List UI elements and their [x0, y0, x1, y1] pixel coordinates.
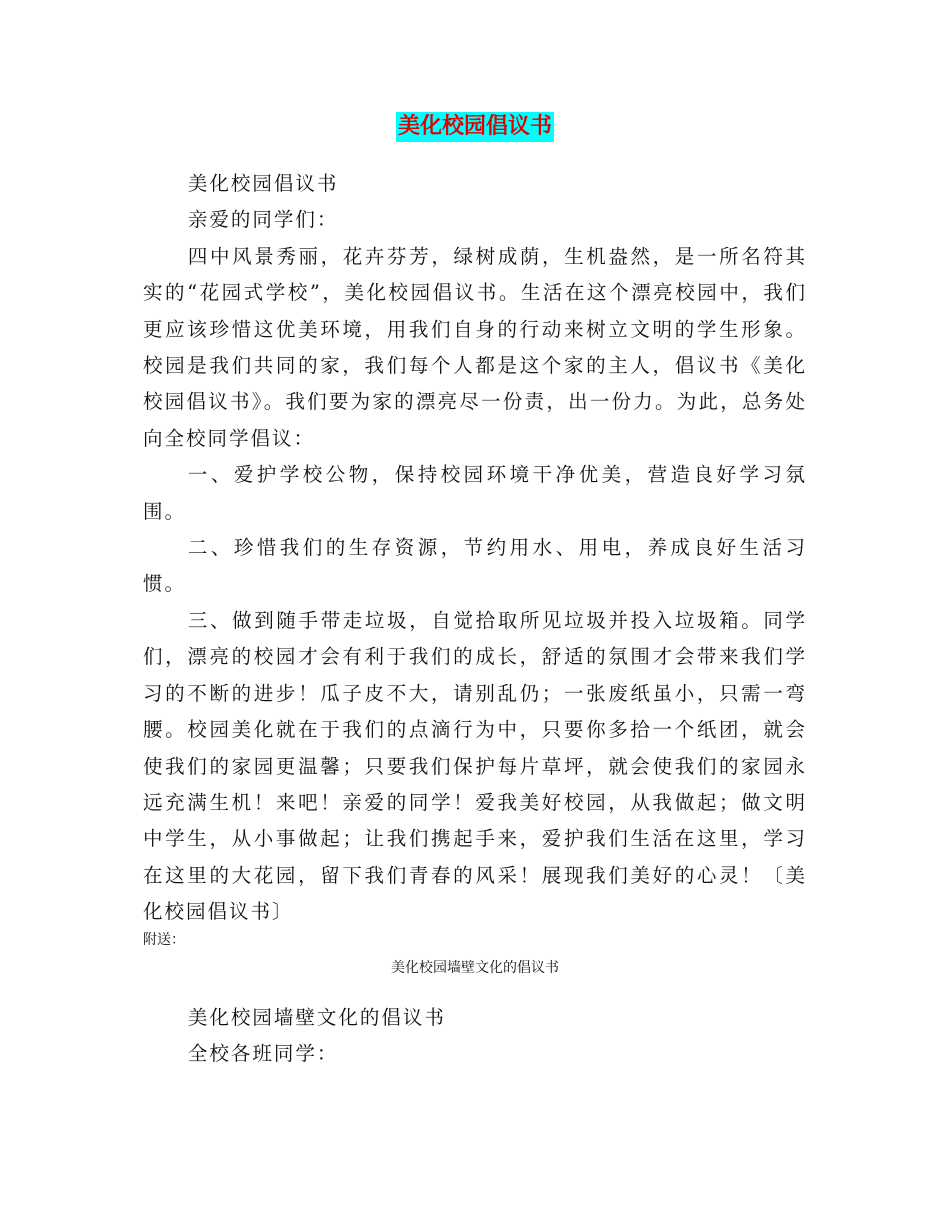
- paragraph-item-1: 一、爱护学校公物，保持校园环境干净优美，营造良好学习氛围。: [143, 463, 807, 523]
- document-title: 美化校园倡议书: [396, 112, 554, 142]
- main-body: [143, 166, 807, 931]
- attachment-label: 附送：: [143, 932, 185, 948]
- attachment-salutation: 全校各班同学：: [187, 1042, 339, 1066]
- title-container: [0, 112, 950, 142]
- paragraph-item-3: 三、做到随手带走垃圾，自觉拾取所见垃圾并投入垃圾箱。同学们，漂亮的校园才会有利于我们的成长，舒适的氛围才会带来我们学习的不断的进步！瓜子皮不大，请别乱仍；一张废纸虽小，只需一弯腰。校园美化就在于我们的点滴行为中，只要你多拾一个纸团，就会使我们的家园更温馨；只要我们保护每片草坪，就会使我们的家园永远充满生机！来吧！亲爱的同学！爱我美好校园，从我做起；做文明中学生，从小事做起；让我们携起手来，爱护我们生活在这里，学习在这里的大花园，留下我们青春的风采！展现我们美好的心灵！〔美化校园倡议书〕: [143, 608, 807, 924]
- paragraph-intro: 四中风景秀丽，花卉芬芳，绿树成荫，生机盎然，是一所名符其实的“花园式学校”，美化校园倡议书。生活在这个漂亮校园中，我们更应该珍惜这优美环境，用我们自身的行动来树立文明的学生形象。校园是我们共同的家，我们每个人都是这个家的主人，倡议书《美化校园倡议书》。我们要为家的漂亮尽一份责，出一份力。为此，总务处向全校同学倡议：: [143, 244, 807, 450]
- paragraph-item-2: 二、珍惜我们的生存资源，节约用水、用电，养成良好生活习惯。: [143, 536, 807, 596]
- attachment-title: 美化校园墙壁文化的倡议书: [391, 960, 559, 976]
- attachment-body: [143, 1000, 807, 1073]
- attachment-heading: 美化校园墙壁文化的倡议书: [187, 1006, 446, 1029]
- paragraph-salutation: 亲爱的同学们：: [187, 208, 339, 232]
- paragraph-heading: 美化校园倡议书: [187, 172, 339, 195]
